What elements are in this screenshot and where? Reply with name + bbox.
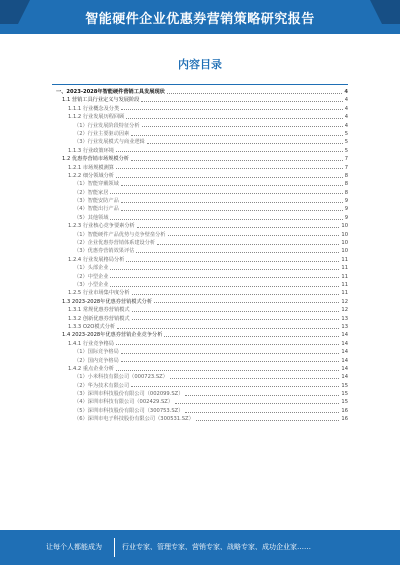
toc-entry-page: 9 <box>344 214 348 221</box>
toc-entry[interactable] <box>56 373 348 381</box>
toc-entry-page: 4 <box>344 122 348 129</box>
toc-entry[interactable] <box>56 256 348 264</box>
toc-entry-page: 5 <box>344 147 348 154</box>
toc-leader-dots <box>175 403 339 404</box>
toc-entry-page: 10 <box>341 240 348 247</box>
toc-entry[interactable] <box>56 130 348 138</box>
toc-entry-label: （2）中型企业 <box>74 273 109 280</box>
toc-entry-page: 11 <box>341 273 348 280</box>
toc-entry-page: 14 <box>341 374 348 381</box>
toc-leader-dots <box>157 244 339 245</box>
toc-leader-dots <box>142 126 343 127</box>
toc-leader-dots <box>117 328 339 329</box>
toc-entry-page: 8 <box>344 181 348 188</box>
toc-entry-page: 9 <box>344 198 348 205</box>
toc-leader-dots <box>121 185 343 186</box>
toc-entry[interactable] <box>56 331 348 339</box>
toc-entry-page: 12 <box>341 298 348 305</box>
toc-entry-page: 4 <box>344 97 348 104</box>
toc-leader-dots <box>167 93 343 94</box>
toc-leader-dots <box>132 311 340 312</box>
toc-leader-dots <box>116 168 343 169</box>
toc-leader-dots <box>131 160 343 161</box>
toc-entry-page: 12 <box>341 307 348 314</box>
toc-leader-dots <box>116 344 339 345</box>
toc-entry-label: （3）小型企业 <box>74 281 109 288</box>
toc-entry-label: （1）国际竞争格局 <box>74 349 119 356</box>
table-of-contents <box>56 88 348 478</box>
toc-leader-dots <box>110 277 339 278</box>
toc-leader-dots <box>132 319 340 320</box>
toc-leader-dots <box>132 294 340 295</box>
toc-entry[interactable] <box>56 398 348 406</box>
toc-entry-page: 11 <box>341 265 348 272</box>
footer-slogan-right: 行业专家、管理专家、营销专家、战略专家、成功企业家…… <box>122 543 311 551</box>
toc-leader-dots <box>164 336 339 337</box>
toc-entry-label: 1.2.2 细分领域分析 <box>68 172 114 179</box>
toc-entry[interactable] <box>56 122 348 130</box>
toc-leader-dots <box>121 353 340 354</box>
toc-entry-label: （5）其他领域 <box>74 214 109 221</box>
toc-entry-page: 15 <box>341 391 348 398</box>
toc-leader-dots <box>110 193 342 194</box>
toc-entry-page: 10 <box>341 223 348 230</box>
toc-entry[interactable] <box>56 390 348 398</box>
toc-entry[interactable] <box>56 180 348 188</box>
toc-entry-label: 1.4 2023-2028年优惠券营销企业竞争分析 <box>62 332 163 339</box>
toc-entry-label: （2）国内竞争格局 <box>74 357 119 364</box>
header-left-flag <box>0 0 30 24</box>
toc-leader-dots <box>185 412 339 413</box>
toc-entry-label: （2）智能家居 <box>74 189 109 196</box>
toc-entry-label: 1.1.3 行业政策环境 <box>68 147 114 154</box>
toc-entry-page: 14 <box>341 365 348 372</box>
toc-entry-label: （1）智能硬件产品优势与竞争壁垒分析 <box>74 231 166 238</box>
toc-leader-dots <box>137 227 340 228</box>
toc-entry[interactable] <box>56 147 348 155</box>
toc-entry-label: 1.3.3 O2O模式分析 <box>68 323 116 330</box>
toc-entry[interactable] <box>56 348 348 356</box>
toc-entry-label: （1）小米科技有限公司（000723.SZ） <box>74 374 168 381</box>
toc-leader-dots <box>121 109 343 110</box>
toc-entry-page: 14 <box>341 340 348 347</box>
toc-entry-page: 5 <box>344 130 348 137</box>
toc-entry-page: 15 <box>341 382 348 389</box>
toc-leader-dots <box>168 235 340 236</box>
toc-leader-dots <box>141 101 342 102</box>
toc-entry-page: 7 <box>344 164 348 171</box>
toc-entry-label: 1.3.2 创新优惠券营销模式 <box>68 315 130 322</box>
toc-entry[interactable] <box>56 172 348 180</box>
toc-entry-page: 5 <box>344 139 348 146</box>
toc-leader-dots <box>131 135 343 136</box>
toc-entry-page: 10 <box>341 231 348 238</box>
toc-entry[interactable] <box>56 155 348 163</box>
toc-entry-page: 4 <box>344 114 348 121</box>
toc-heading: 内容目录 <box>178 58 222 71</box>
toc-entry-label: （3）优惠券营销效果评估 <box>74 248 135 255</box>
toc-entry[interactable] <box>56 382 348 390</box>
toc-leader-dots <box>116 370 339 371</box>
toc-leader-dots <box>196 420 340 421</box>
toc-entry-label: （1）行业发展阶段特征分析 <box>74 122 140 129</box>
report-title: 智能硬件企业优惠券营销策略研究报告 <box>85 11 315 27</box>
toc-entry[interactable] <box>56 365 348 373</box>
toc-entry-label: （2）行业主要驱动因素 <box>74 130 130 137</box>
toc-entry-label: 1.1.2 行业发展历程回顾 <box>68 114 125 121</box>
toc-entry-page: 11 <box>341 281 348 288</box>
toc-entry[interactable] <box>56 138 348 146</box>
toc-entry-page: 4 <box>344 89 348 95</box>
toc-entry-label: 1.1.1 行业概念及分类 <box>68 105 120 112</box>
toc-leader-dots <box>147 143 343 144</box>
toc-entry[interactable] <box>56 88 348 96</box>
toc-leader-dots <box>136 252 339 253</box>
toc-entry[interactable] <box>56 113 348 121</box>
toc-entry-label: 1.2 优惠券营销市场规模分析 <box>62 156 129 163</box>
toc-entry[interactable] <box>56 315 348 323</box>
toc-entry-page: 7 <box>344 156 348 163</box>
toc-entry-label: （1）智能穿戴领域 <box>74 181 119 188</box>
toc-leader-dots <box>121 202 343 203</box>
toc-entry-label: 1.3.1 常规优惠券营销模式 <box>68 307 130 314</box>
footer-banner <box>0 530 400 565</box>
toc-entry-label: （5）深圳市科技股份有限公司（300753.SZ） <box>74 407 184 414</box>
toc-entry-label: 1.4.1 行业竞争格局 <box>68 340 114 347</box>
toc-leader-dots <box>116 177 343 178</box>
toc-entry-page: 4 <box>344 105 348 112</box>
toc-entry-label: 1.4.2 重点企业分析 <box>68 365 114 372</box>
toc-entry-label: （2）企业优惠券营销体系建设分析 <box>74 240 156 247</box>
toc-entry-page: 13 <box>341 323 348 330</box>
toc-entry-page: 13 <box>341 315 348 322</box>
toc-entry[interactable] <box>56 189 348 197</box>
toc-leader-dots <box>116 151 343 152</box>
toc-entry-label: 1.2.5 行业市场集中度分析 <box>68 290 130 297</box>
toc-entry-label: （4）智能出行产品 <box>74 206 119 213</box>
toc-divider <box>52 84 348 85</box>
toc-entry[interactable] <box>56 357 348 365</box>
toc-entry-page: 8 <box>344 172 348 179</box>
toc-entry-label: （2）华为技术有限公司 <box>74 382 130 389</box>
toc-leader-dots <box>126 118 342 119</box>
toc-entry-label: （3）深圳市科技股份有限公司（002099.SZ） <box>74 391 184 398</box>
toc-entry-page: 14 <box>341 357 348 364</box>
toc-entry-label: （6）深圳市电子科技股份有限公司（300531.SZ） <box>74 416 194 423</box>
toc-leader-dots <box>126 261 339 262</box>
toc-entry[interactable] <box>56 205 348 213</box>
footer-divider <box>114 538 115 557</box>
toc-entry[interactable] <box>56 273 348 281</box>
toc-entry-page: 14 <box>341 349 348 356</box>
toc-entry-page: 9 <box>344 206 348 213</box>
toc-entry[interactable] <box>56 222 348 230</box>
toc-entry-label: 1.2.1 市场规模测算 <box>68 164 114 171</box>
toc-entry[interactable] <box>56 415 348 423</box>
toc-entry[interactable] <box>56 214 348 222</box>
toc-entry-page: 16 <box>341 416 348 423</box>
toc-leader-dots <box>110 286 339 287</box>
header-right-flag <box>370 0 400 24</box>
toc-entry[interactable] <box>56 96 348 104</box>
toc-entry[interactable] <box>56 323 348 331</box>
footer-slogan-left: 让每个人都能成为 <box>46 543 102 551</box>
toc-entry[interactable] <box>56 298 348 306</box>
toc-entry-page: 10 <box>341 248 348 255</box>
toc-entry[interactable] <box>56 164 348 172</box>
toc-entry[interactable] <box>56 281 348 289</box>
toc-entry-page: 15 <box>341 399 348 406</box>
toc-leader-dots <box>131 386 339 387</box>
toc-leader-dots <box>110 269 339 270</box>
toc-entry[interactable] <box>56 289 348 297</box>
toc-entry-label: （4）深圳市科技有限公司（002429.SZ） <box>74 399 174 406</box>
toc-leader-dots <box>110 219 342 220</box>
toc-entry-label: 一、2023-2028年智能硬件营销工具发展现状 <box>56 89 165 95</box>
toc-leader-dots <box>121 361 340 362</box>
toc-leader-dots <box>170 378 340 379</box>
toc-entry[interactable] <box>56 264 348 272</box>
toc-entry-page: 14 <box>341 332 348 339</box>
toc-entry-label: （1）头部企业 <box>74 265 109 272</box>
toc-entry-page: 8 <box>344 189 348 196</box>
toc-entry[interactable] <box>56 340 348 348</box>
toc-entry-page: 11 <box>341 256 348 263</box>
toc-entry-page: 16 <box>341 407 348 414</box>
toc-entry[interactable] <box>56 239 348 247</box>
toc-entry[interactable] <box>56 306 348 314</box>
toc-entry[interactable] <box>56 105 348 113</box>
toc-entry-label: （3）智能安防产品 <box>74 198 119 205</box>
toc-entry-page: 11 <box>341 290 348 297</box>
toc-leader-dots <box>121 210 343 211</box>
toc-entry-label: 1.3 2023-2028年优惠券营销模式分析 <box>62 298 153 305</box>
toc-entry-label: 1.1 营销工具行业定义与发展阶段 <box>62 97 140 104</box>
toc-entry[interactable] <box>56 231 348 239</box>
toc-leader-dots <box>185 395 339 396</box>
toc-entry-label: 1.2.4 行业发展格局分析 <box>68 256 125 263</box>
toc-entry[interactable] <box>56 407 348 415</box>
toc-entry-label: （3）行业发展模式与商业逻辑 <box>74 139 145 146</box>
toc-entry[interactable] <box>56 197 348 205</box>
toc-entry[interactable] <box>56 247 348 255</box>
toc-leader-dots <box>154 302 339 303</box>
header-banner <box>0 0 400 34</box>
toc-entry-label: 1.2.3 行业核心竞争要素分析 <box>68 223 135 230</box>
